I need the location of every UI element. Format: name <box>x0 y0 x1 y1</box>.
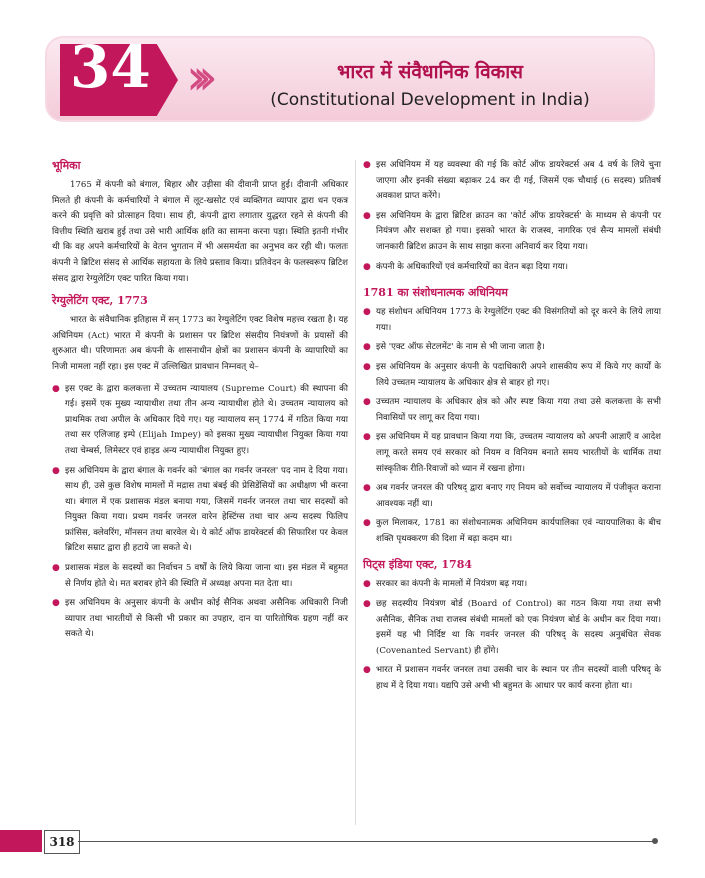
regulating-act-paragraph: भारत के संवैधानिक इतिहास में सन् 1773 का रेग्युलेटिंग एक्ट विशेष महत्त्व रखता है। यह अधिनियम (Act) भारत में कंपनी के प्रशासन पर ब्रिटिश संसदीय नियंत्रणों के प्रयासों की शुरुआत थी। परिणामतः अब कंपनी के शासनाधीन क्षेत्रों का प्रशासन कंपनी के व्यापारियों का निजी मामला नहीं रहा। इस एक्ट में उल्लिखित प्रावधान निम्नवत् थे– <box>52 315 348 372</box>
list-item: ● कंपनी के अधिकारियों एवं कर्मचारियों का वेतन बढ़ा दिया गया। <box>363 260 661 276</box>
list-item: ● छह सदस्यीय नियंत्रण बोर्ड (Board of Control) का गठन किया गया तथा सभी असैनिक, सैनिक तथा राजस्व संबंधी मामलों को एक नियंत्रण बोर्ड के अधीन कर दिया गया। इसमें यह भी निर्दिष्ट था कि गवर्नर जनरल की परिषद् के सदस्य अनुबंधित सेवक (Covenanted Servant) ही होंगे। <box>363 599 661 656</box>
continued-list <box>363 158 661 275</box>
regulating-act-list <box>52 382 348 644</box>
bullet-icon: ● <box>363 665 371 676</box>
list-item: ● यह संशोधन अधिनियम 1773 के रेग्युलेटिंग एक्ट की विसंगतियों को दूर करने के लिये लाया गया। <box>363 307 661 333</box>
bullet-icon: ● <box>363 518 371 529</box>
bullet-icon: ● <box>52 563 60 574</box>
right-column <box>363 158 661 699</box>
list-item: ● भारत में प्रशासन गवर्नर जनरल तथा उसकी चार के स्थान पर तीन सदस्यों वाली परिषद् के हाथ में दे दिया गया। यद्यपि उसे अभी भी बहुमत के आधार पर कार्य करना होता था। <box>363 665 661 692</box>
footer-accent-bar <box>0 830 42 852</box>
bullet-icon: ● <box>363 432 371 443</box>
chapter-title-english: (Constitutional Development in India) <box>270 90 590 110</box>
bullet-icon: ● <box>52 598 60 609</box>
list-item: ● इस अधिनियम में यह प्रावधान किया गया कि, उच्चतम न्यायालय को अपनी आज्ञाएँ व आदेश लागू करते समय एवं सरकार को नियम व विनियम बनाते समय भारतीयों के धार्मिक तथा सांस्कृतिक रीति-रिवाजों को ध्यान में रखना होगा। <box>363 432 661 474</box>
list-item: ● इस अधिनियम के अनुसार कंपनी के पदाधिकारी अपने शासकीय रूप में किये गए कार्यों के लिये उच्चतम न्यायालय के अधिकार क्षेत्र से बाहर हो गए। <box>363 361 661 388</box>
bullet-icon: ● <box>363 261 371 272</box>
bullet-icon: ● <box>363 210 371 221</box>
list-item: ● अब गवर्नर जनरल की परिषद् द्वारा बनाए गए नियम को सर्वोच्च न्यायालय में पंजीकृत कराना आवश्यक नहीं था। <box>363 483 661 509</box>
bullet-icon: ● <box>363 599 371 610</box>
footer-dot-icon <box>652 838 658 844</box>
list-item: ● इसे 'एक्ट ऑफ सेटलमेंट' के नाम से भी जाना जाता है। <box>363 340 661 356</box>
list-item: ● इस अधिनियम के द्वारा बंगाल के गवर्नर को 'बंगाल का गवर्नर जनरल' पद नाम दे दिया गया। साथ ही, उसे कुछ विशेष मामलों में मद्रास तथा बंबई की प्रेसिडेंसियों का अधीक्षण भी करना था। बंगाल में एक प्रशासक मंडल बनाया गया, जिसमें गवर्नर जनरल तथा चार सदस्यों को नियुक्त किया गया। प्रथम गवर्नर जनरल वारेन हेस्टिंग्स तथा चार अन्य सदस्य फिलिप फ्रांसिस, क्लेवरिंग, मॉनसन तथा बारवेल थे। ये कोर्ट ऑफ डायरेक्टर्स की सिफारिश पर केवल ब्रिटिश सम्राट द्वारा ही हटाये जा सकते थे। <box>52 465 348 554</box>
list-item: ● कुल मिलाकर, 1781 का संशोधनात्मक अधिनियम कार्यपालिका एवं न्यायपालिका के बीच शक्ति पृथक्करण की दिशा में बढ़ा कदम था। <box>363 518 661 544</box>
list-item: ● सरकार का कंपनी के मामलों में नियंत्रण बढ़ गया। <box>363 577 661 593</box>
list-item: ● इस अधिनियम के अनुसार कंपनी के अधीन कोई सैनिक अथवा असैनिक अधिकारी निजी व्यापार तथा भारतीयों से किसी भी प्रकार का उपहार, दान या पारितोषिक ग्रहण नहीं कर सकते थे। <box>52 598 348 640</box>
bullet-icon: ● <box>363 307 371 318</box>
left-column <box>52 158 348 647</box>
chapter-title-hindi: भारत में संवैधानिक विकास <box>337 61 523 83</box>
bullet-icon: ● <box>363 361 371 372</box>
bullet-icon: ● <box>363 160 371 170</box>
bullet-icon: ● <box>52 383 60 394</box>
pitts-india-act-heading: पिट्स इंडिया एक्ट, 1784 <box>363 558 472 572</box>
list-item: ● इस अधिनियम में यह व्यवस्था की गई कि कोर्ट ऑफ डायरेक्टर्स अब 4 वर्ष के लिये चुना जाएगा और इनकी संख्या बढ़ाकर 24 कर दी गई, जिसमें एक चौथाई (6 सदस्य) प्रतिवर्ष अवकाश प्राप्त करेंगे। <box>363 160 661 202</box>
bullet-icon: ● <box>363 483 371 494</box>
pitts-india-act-list <box>363 577 661 694</box>
list-item: ● प्रशासक मंडल के सदस्यों का निर्वाचन 5 वर्षों के लिये किया जाना था। इस मंडल में बहुमत से निर्णय होते थे। मत बराबर होने की स्थिति में अध्यक्ष अपना मत देता था। <box>52 563 348 589</box>
list-item: ● इस एक्ट के द्वारा कलकत्ता में उच्चतम न्यायालय (Supreme Court) की स्थापना की गई। इसमें एक मुख्य न्यायाधीश तथा तीन अन्य न्यायाधीश होते थे। उच्चतम न्यायालय को प्राथमिक तथा अपील के अधिकार दिये गए। यह न्यायालय सन् 1774 में गठित किया गया तथा सर एलिजाह इम्पे (Elijah Impey) को इसका मुख्य न्यायाधीश नियुक्त किया गया तथा चेम्बर्स, लिमेस्टर एवं हाइड अन्य न्यायाधीश नियुक्त हुए। <box>52 383 348 456</box>
list-item: ● इस अधिनियम के द्वारा ब्रिटिश क्राउन का 'कोर्ट ऑफ डायरेक्टर्स' के माध्यम से कंपनी पर नियंत्रण और सशक्त हो गया। इसको भारत के राजस्व, नागरिक एवं सैन्य मामलों संबंधी जानकारी ब्रिटिश क्राउन के साथ साझा करना अनिवार्य कर दिया गया। <box>363 210 661 252</box>
chevron-right-icon: ››› <box>186 48 204 106</box>
amendment-act-heading: 1781 का संशोधनात्मक अधिनियम <box>363 286 508 300</box>
bullet-icon: ● <box>363 342 371 353</box>
amendment-act-list <box>363 305 661 547</box>
intro-paragraph: 1765 में कंपनी को बंगाल, बिहार और उड़ीसा की दीवानी प्राप्त हुई। दीवानी अधिकार मिलते ही कंपनी के कर्मचारियों ने बंगाल में लूट-खसोट एवं व्यक्तिगत व्यापार द्वारा धन एकत्र करने की प्रवृत्ति को प्रोत्साहन दिया। साथ ही, कंपनी द्वारा लगातार युद्धरत रहने से कंपनी की वित्तीय स्थिति खराब हुई तथा उसे भारी आर्थिक क्षति का सामना करना पड़ा। स्थिति इतनी गंभीर थी कि वह अपने कर्मचारियों के वेतन भुगतान में भी असमर्थता का अनुभव कर रही थी। फलतः कंपनी ने ब्रिटिश संसद से आर्थिक सहायता के लिये प्रस्ताव किया। प्रतिवेदन के फलस्वरूप ब्रिटिश संसद द्वारा रेग्युलेटिंग एक्ट पारित किया गया। <box>52 180 348 284</box>
chapter-number: 34 <box>70 33 151 101</box>
footer-rule <box>78 841 653 842</box>
column-divider <box>355 160 356 825</box>
bullet-icon: ● <box>52 465 60 476</box>
bullet-icon: ● <box>363 579 371 590</box>
list-item: ● उच्चतम न्यायालय के अधिकार क्षेत्र को और स्पष्ट किया गया तथा उसे कलकत्ता के सभी निवासियों पर लागू कर दिया गया। <box>363 397 661 423</box>
page-number: 318 <box>44 830 80 854</box>
regulating-act-heading: रेग्युलेटिंग एक्ट, 1773 <box>52 294 148 308</box>
intro-heading: भूमिका <box>52 159 81 172</box>
bullet-icon: ● <box>363 397 371 408</box>
